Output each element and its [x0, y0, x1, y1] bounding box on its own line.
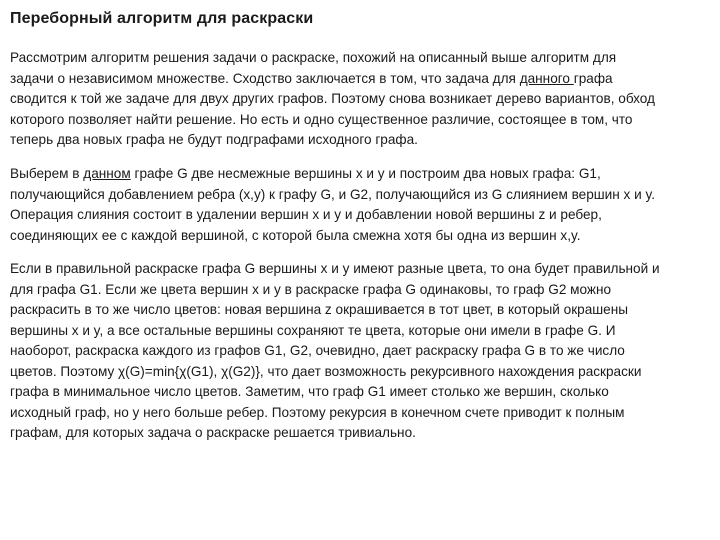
text-line	[10, 185, 710, 206]
text-line	[10, 48, 710, 69]
text-line	[10, 382, 710, 403]
paragraph-construction	[10, 164, 710, 246]
text-line	[10, 130, 710, 151]
text-line	[10, 300, 710, 321]
text-segment: соединяющих ее с каждой вершиной, с которой была смежна хотя бы одна из вершин x,y.	[10, 227, 581, 243]
text-line	[10, 69, 710, 90]
text-line	[10, 259, 710, 280]
text-line	[10, 205, 710, 226]
text-segment: наоборот, раскраска каждого из графов G1, G2, очевидно, дает раскраску графа G в то же число	[10, 343, 625, 358]
text-segment: графа в минимальное число цветов. Заметим, что граф G1 имеет столько же вершин, сколько	[10, 384, 609, 399]
text-segment: графа	[573, 70, 613, 86]
text-line	[10, 321, 710, 342]
text-line	[10, 403, 710, 424]
text-line	[10, 226, 710, 247]
text-segment: задачи о независимом множестве. Сходство заключается в том, что задача для	[10, 70, 520, 86]
text-segment: теперь два новых графа не будут подграфами исходного графа.	[10, 132, 418, 147]
text-line	[10, 341, 710, 362]
text-segment: исходный граф, но у него больше ребер. Поэтому рекурсия в конечном счете приводит к полным	[10, 404, 625, 420]
text-segment: раскрасить в то же число цветов: новая вершина z окрашивается в тот цвет, в который окрашены	[10, 302, 629, 317]
paragraph-recursion	[10, 259, 710, 444]
text-segment: которого позволяет найти решение. Но есть и одно существенное различие, состоящее в том, что	[10, 111, 633, 127]
underlined-word: данного	[519, 70, 574, 86]
text-segment: цветов. Поэтому χ(G)=min{χ(G1), χ(G2)}, что дает возможность рекурсивного нахождения раскраски	[10, 363, 642, 379]
text-segment: получающийся добавлением ребра (x,y) к графу G, и G2, получающийся из G слиянием вершин x и y.	[10, 186, 656, 202]
text-segment: Рассмотрим алгоритм решения задачи о раскраске, похожий на описанный выше алгоритм для	[10, 50, 617, 65]
text-line	[10, 423, 710, 444]
underlined-word: данном	[83, 166, 131, 181]
text-segment: Операция слияния состоит в удалении вершин x и y и добавлении новой вершины z и ребер,	[10, 207, 602, 222]
text-segment: графе G две несмежные вершины x и y и построим два новых графа: G1,	[130, 166, 601, 181]
text-segment: графам, для которых задача о раскраске решается тривиально.	[10, 425, 416, 440]
slide-title: Переборный алгоритм для раскраски	[10, 10, 314, 27]
text-line	[10, 164, 710, 185]
text-line	[10, 89, 710, 110]
text-segment: Если в правильной раскраске графа G вершины x и y имеют разные цвета, то она будет правильной и	[10, 261, 660, 276]
text-segment: сводится к той же задаче для двух других графов. Поэтому снова возникает дерево вариантов, обход	[10, 91, 655, 106]
text-line	[10, 280, 710, 301]
text-segment: вершины x и y, а все остальные вершины сохраняют те цвета, которые они имели в графе G. И	[10, 322, 616, 338]
text-segment: Выберем в	[10, 166, 84, 181]
text-segment: для графа G1. Если же цвета вершин x и y в раскраске графа G одинаковы, то граф G2 можно	[10, 281, 612, 297]
text-line	[10, 362, 710, 383]
text-line	[10, 110, 710, 131]
paragraph-intro	[10, 48, 710, 151]
slide	[8, 0, 708, 540]
